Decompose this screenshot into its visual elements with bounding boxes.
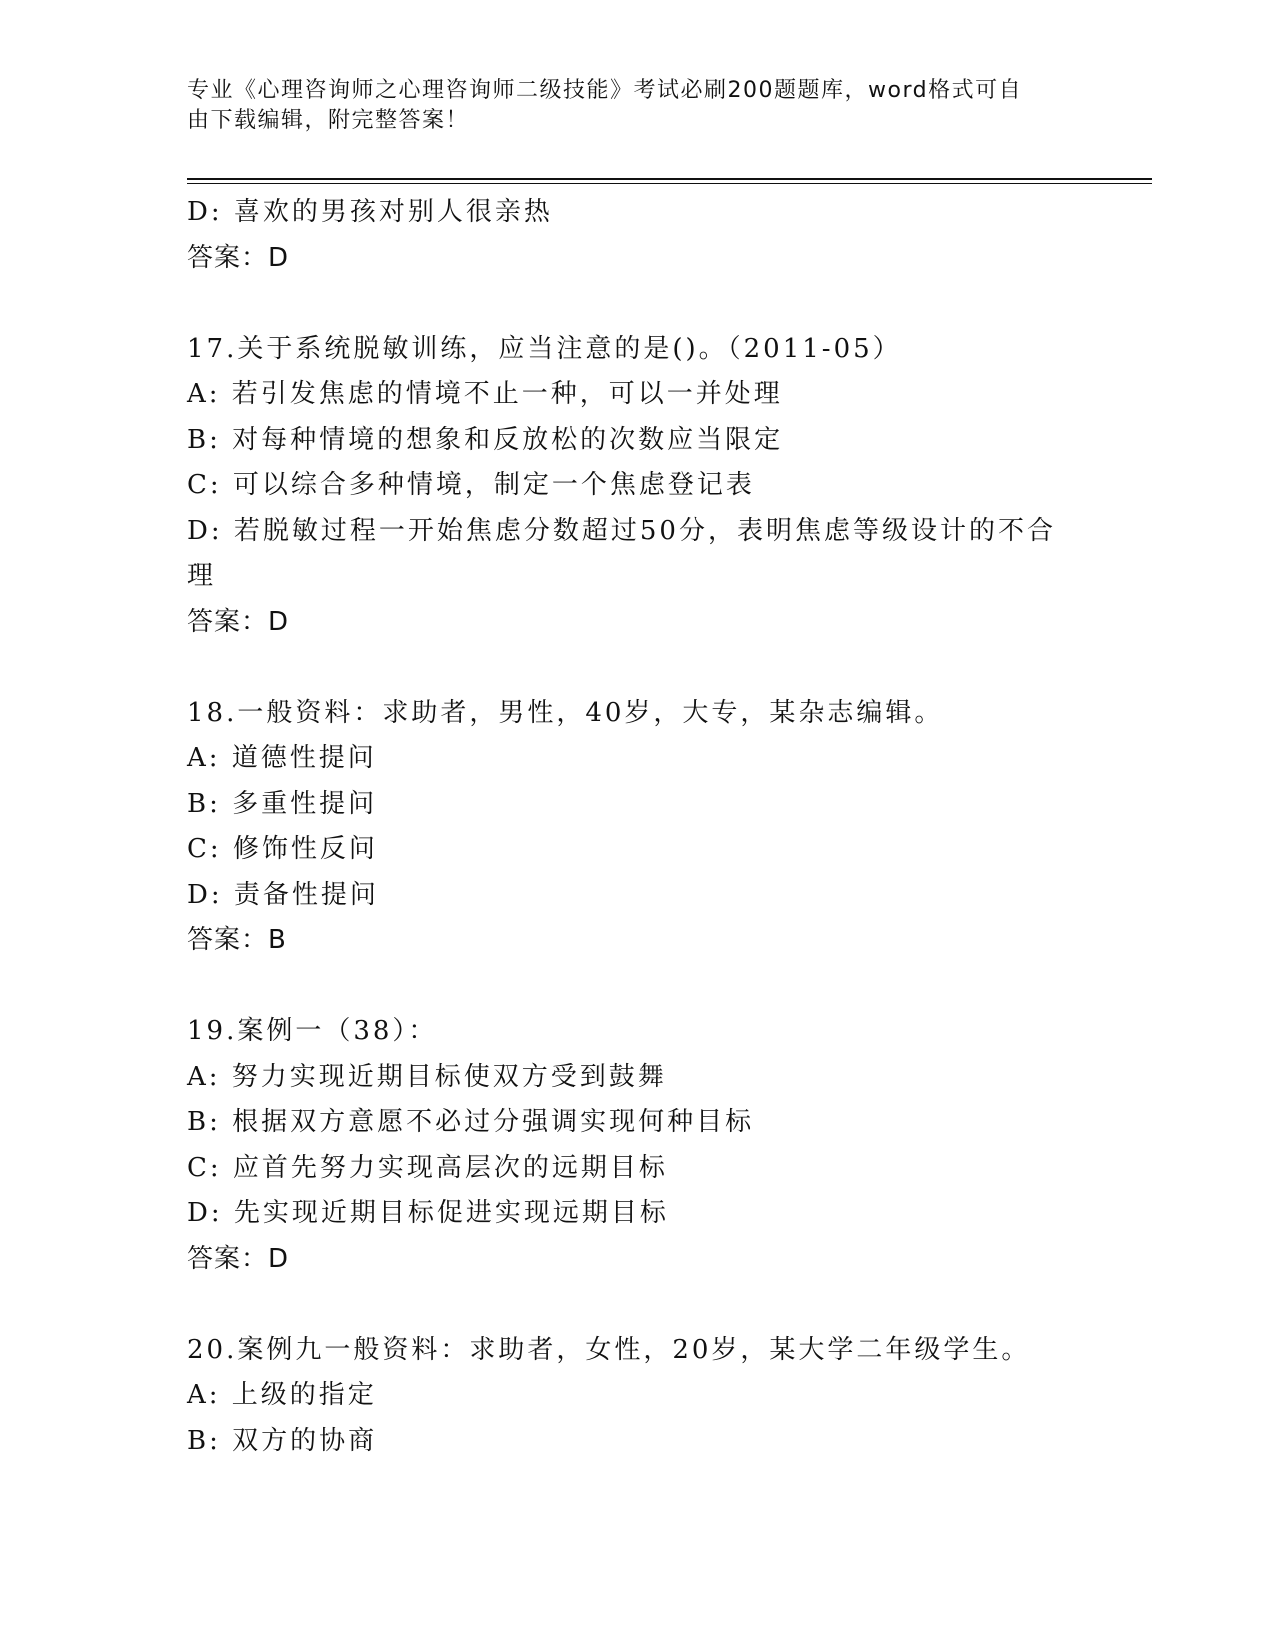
spacer bbox=[187, 1282, 1067, 1328]
option-line: C: 应首先努力实现高层次的远期目标 bbox=[187, 1152, 668, 1183]
question-stem: 17.关于系统脱敏训练，应当注意的是()。（2011-05） bbox=[187, 333, 902, 364]
spacer bbox=[187, 964, 1067, 1010]
header-line-1: 专业《心理咨询师之心理咨询师二级技能》考试必刷200题题库，word格式可自 bbox=[187, 78, 1023, 103]
answer-line: 答案：D bbox=[187, 1243, 290, 1274]
option-line: C: 修饰性反问 bbox=[187, 834, 378, 864]
option-line: B: 双方的协商 bbox=[187, 1425, 378, 1456]
option-line: A: 努力实现近期目标使双方受到鼓舞 bbox=[187, 1061, 667, 1092]
option-line-continued: 理 bbox=[187, 561, 217, 591]
option-line: B: 多重性提问 bbox=[187, 788, 378, 819]
answer-line: 答案：B bbox=[187, 925, 287, 955]
answer-line: 答案：D bbox=[187, 606, 290, 637]
option-line: A: 若引发焦虑的情境不止一种，可以一并处理 bbox=[187, 379, 783, 409]
option-line: A: 道德性提问 bbox=[187, 743, 377, 773]
answer-line: 答案：D bbox=[187, 242, 290, 273]
question-block bbox=[187, 190, 1067, 281]
question-stem: 19.案例一（38）： bbox=[187, 1016, 438, 1046]
header-rule-thin bbox=[187, 183, 1152, 184]
document-header bbox=[187, 76, 1067, 136]
spacer bbox=[187, 281, 1067, 327]
header-line-2: 由下载编辑，附完整答案！ bbox=[187, 108, 470, 133]
question-block bbox=[187, 327, 1067, 646]
option-line: A: 上级的指定 bbox=[187, 1380, 377, 1410]
spacer bbox=[187, 645, 1067, 691]
question-block bbox=[187, 691, 1067, 964]
option-line: C: 可以综合多种情境，制定一个焦虑登记表 bbox=[187, 470, 755, 500]
question-block bbox=[187, 1009, 1067, 1282]
option-line: D: 若脱敏过程一开始焦虑分数超过50分，表明焦虑等级设计的不合 bbox=[187, 515, 1056, 546]
question-stem: 20.案例九一般资料：求助者，女性，20岁，某大学二年级学生。 bbox=[187, 1334, 1031, 1365]
option-line: B: 对每种情境的想象和反放松的次数应当限定 bbox=[187, 424, 784, 455]
option-line: D: 喜欢的男孩对别人很亲热 bbox=[187, 197, 553, 227]
header-rule-thick bbox=[187, 178, 1152, 180]
option-line: D: 责备性提问 bbox=[187, 879, 379, 910]
question-stem: 18.一般资料：求助者，男性，40岁，大专，某杂志编辑。 bbox=[187, 697, 944, 728]
question-list bbox=[187, 190, 1067, 1464]
option-line: D: 先实现近期目标促进实现远期目标 bbox=[187, 1198, 669, 1228]
question-block bbox=[187, 1328, 1067, 1465]
option-line: B: 根据双方意愿不必过分强调实现何种目标 bbox=[187, 1107, 755, 1137]
